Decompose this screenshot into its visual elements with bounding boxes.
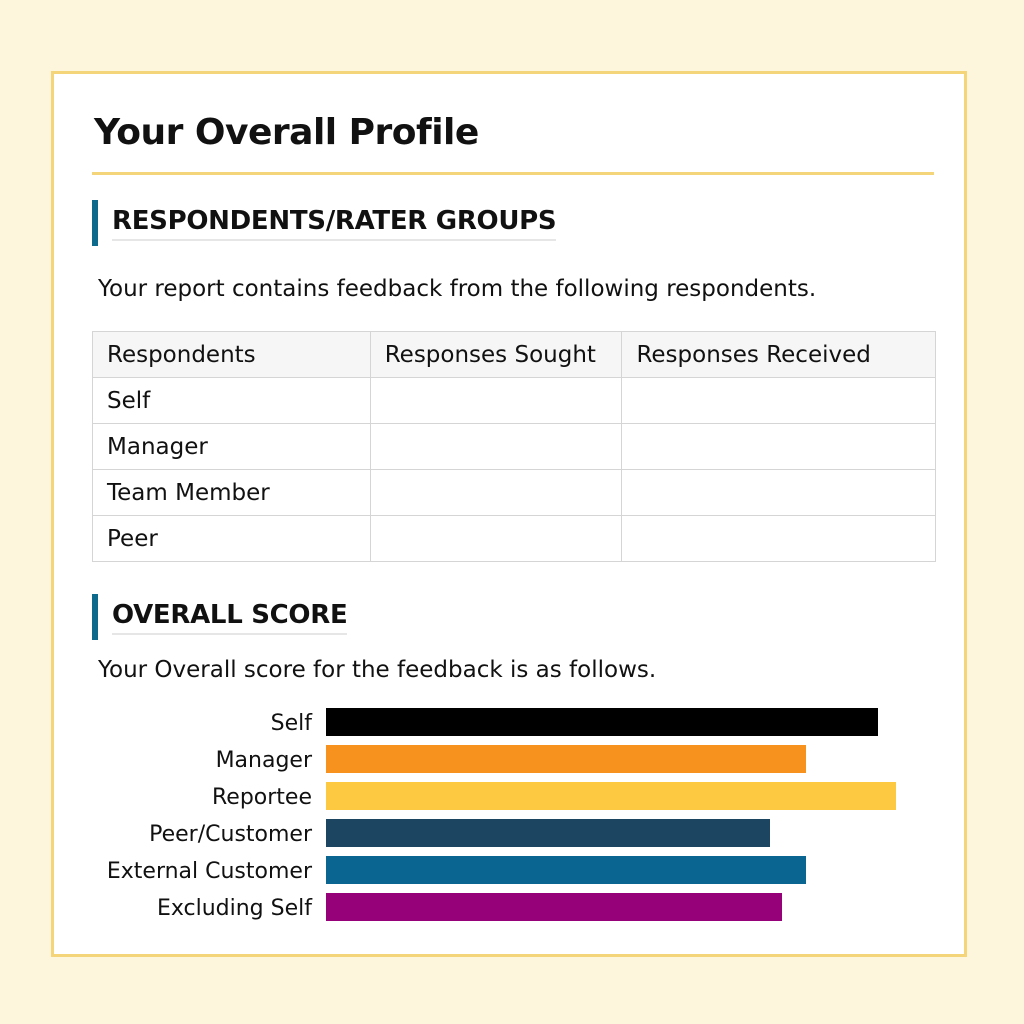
heading-accent-bar: [92, 594, 98, 640]
bar-label: Peer/Customer: [149, 822, 312, 847]
table-cell: Team Member: [93, 470, 371, 516]
bar-self: [326, 708, 878, 736]
column-header: Responses Received: [622, 332, 936, 378]
table-header-row: [93, 332, 936, 378]
table-cell: [370, 378, 622, 424]
table-cell: [370, 516, 622, 562]
table-cell: [622, 470, 936, 516]
respondents-intro: Your report contains feedback from the following respondents.: [98, 276, 817, 302]
table-row: [93, 516, 936, 562]
respondents-section-heading: [92, 200, 556, 246]
bar-label: External Customer: [106, 859, 312, 884]
table-cell: Manager: [93, 424, 371, 470]
respondents-table: [92, 331, 936, 562]
bar-reportee: [326, 782, 896, 810]
column-header: Responses Sought: [370, 332, 622, 378]
table-cell: Peer: [93, 516, 371, 562]
bar-excluding-self: [326, 893, 782, 921]
overall-score-chart: [92, 698, 936, 928]
bar-label: Self: [270, 711, 312, 736]
table-cell: Self: [93, 378, 371, 424]
table-row: [93, 378, 936, 424]
respondents-heading-text: RESPONDENTS/RATER GROUPS: [112, 206, 556, 241]
bar-label: Reportee: [212, 785, 312, 810]
score-section-heading: [92, 594, 347, 640]
bar-manager: [326, 745, 806, 773]
score-intro: Your Overall score for the feedback is as follows.: [98, 657, 657, 683]
table-cell: [370, 424, 622, 470]
table-cell: [622, 424, 936, 470]
page-title: Your Overall Profile: [94, 112, 479, 153]
bar-external-customer: [326, 856, 806, 884]
overall-score-chart-svg: [92, 698, 936, 928]
score-heading-text: OVERALL SCORE: [112, 600, 347, 635]
bar-label: Excluding Self: [156, 896, 312, 921]
profile-card: [51, 71, 967, 957]
heading-accent-bar: [92, 200, 98, 246]
table-cell: [370, 470, 622, 516]
bar-label: Manager: [215, 748, 312, 773]
column-header: Respondents: [93, 332, 371, 378]
table-cell: [622, 378, 936, 424]
bar-peer-customer: [326, 819, 770, 847]
title-divider: [92, 172, 934, 175]
table-row: [93, 470, 936, 516]
table-cell: [622, 516, 936, 562]
table-row: [93, 424, 936, 470]
